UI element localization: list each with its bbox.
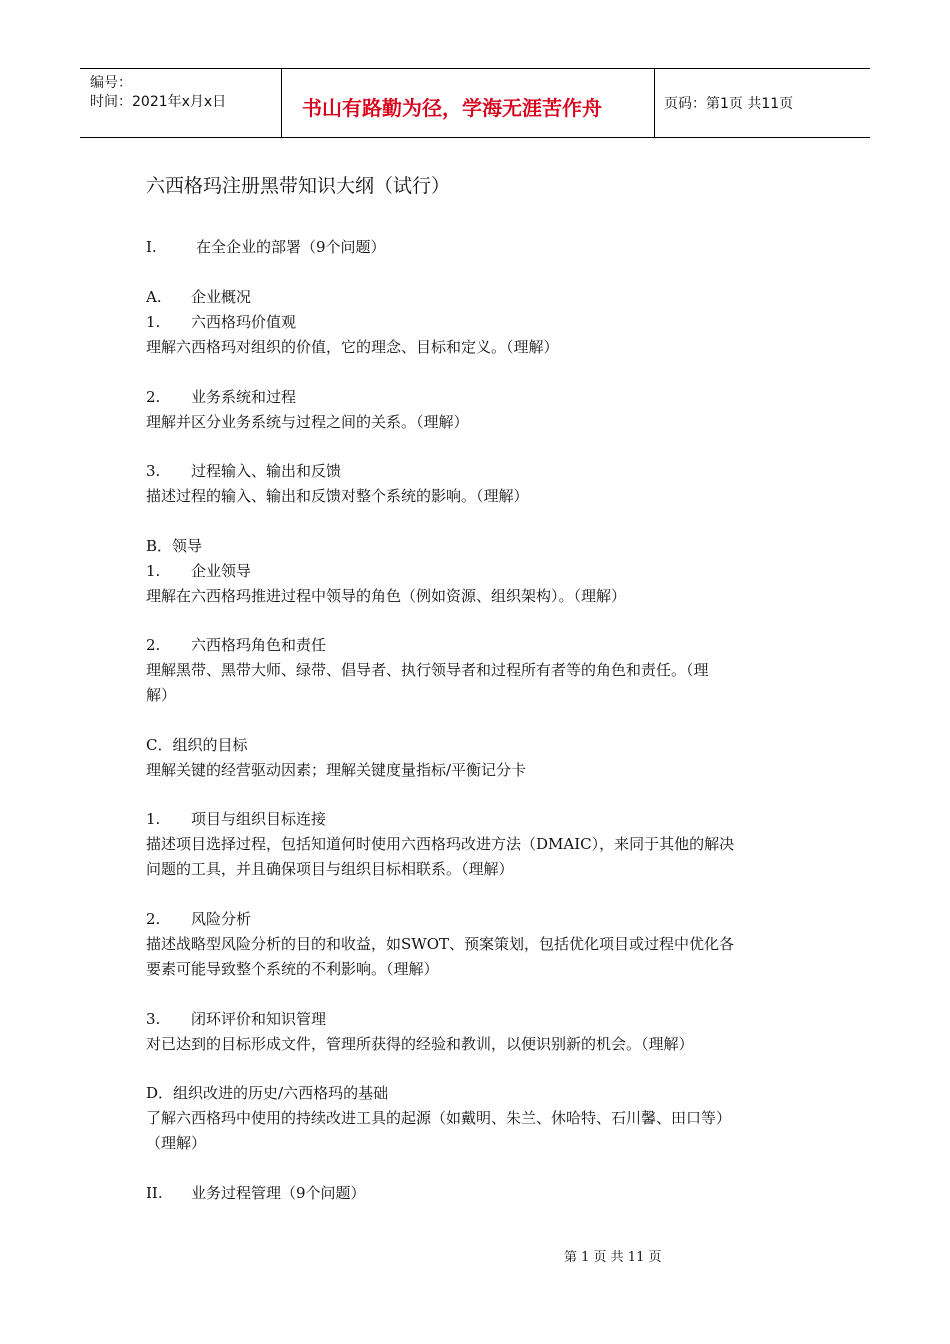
item-heading [146,386,296,407]
motto-text: 书山有路勤为径，学海无涯苦作舟 [302,96,602,120]
section-heading [146,1182,366,1203]
section-text: 业务过程管理（9个问题） [191,1184,366,1202]
item-number: 1. [146,810,161,828]
item-title: 项目与组织目标连接 [191,810,327,828]
part-description: 了解六西格玛中使用的持续改进工具的起源（如戴明、朱兰、休哈特、石川馨、田口等） [146,1109,732,1127]
item-description: 描述战略型风险分析的目的和收益，如SWOT、预案策划，包括优化项目或过程中优化各 [146,935,734,953]
item-heading [146,634,326,655]
item-heading [146,908,251,929]
part-letter: A. [146,288,162,306]
item-title: 风险分析 [191,910,252,928]
part-heading: C．组织的目标 [146,736,248,754]
header-motto-cell [282,69,655,137]
page-footer: 第 1 页 共 11 页 [564,1250,662,1265]
item-description: 描述项目选择过程，包括知道何时使用六西格玛改进方法（DMAIC），来同于其他的解决 [146,835,735,853]
item-title: 企业领导 [191,562,252,580]
document-header [80,68,870,138]
item-number: 2. [146,636,161,654]
section-number: I. [146,238,157,256]
item-heading [146,311,296,332]
part-title: 企业概况 [191,288,252,306]
item-title: 业务系统和过程 [191,388,297,406]
item-description: 理解黑带、黑带大师、绿带、倡导者、执行领导者和过程所有者等的角色和责任。（理 [146,661,709,679]
item-description-cont: 解） [146,686,177,704]
item-number: 1. [146,313,161,331]
item-description: 描述过程的输入、输出和反馈对整个系统的影响。（理解） [146,487,529,505]
date-line: 时间：2021年x月x日 [90,94,227,110]
section-heading [146,236,386,257]
item-number: 2. [146,388,161,406]
item-title: 六西格玛角色和责任 [191,636,327,654]
item-description: 对已达到的目标形成文件，管理所获得的经验和教训，以便识别新的机会。（理解） [146,1035,694,1053]
part-heading: B．领导 [146,537,203,555]
part-heading [146,286,251,307]
item-title: 过程输入、输出和反馈 [191,462,342,480]
item-heading [146,560,251,581]
item-number: 3. [146,462,161,480]
item-title: 六西格玛价值观 [191,313,297,331]
part-heading: D．组织改进的历史/六西格玛的基础 [146,1084,389,1102]
item-number: 2. [146,910,161,928]
item-number: 1. [146,562,161,580]
item-description: 理解在六西格玛推进过程中领导的角色（例如资源、组织架构）。（理解） [146,587,627,605]
item-description-cont: 问题的工具，并且确保项目与组织目标相联系。（理解） [146,860,514,878]
part-intro: 理解关键的经营驱动因素；理解关键度量指标/平衡记分卡 [146,761,527,779]
section-number: II. [146,1184,163,1202]
item-heading [146,460,341,481]
page-info: 页码：第1页 共11页 [664,96,794,112]
item-heading [146,1008,326,1029]
item-number: 3. [146,1010,161,1028]
doc-title: 六西格玛注册黑带知识大纲（试行） [146,175,451,197]
number-label: 编号： [90,75,132,91]
item-heading [146,808,326,829]
part-description-cont: （理解） [146,1134,207,1152]
item-description-cont: 要素可能导致整个系统的不利影响。（理解） [146,960,439,978]
header-info-cell [80,69,282,137]
section-text: 在全企业的部署（9个问题） [196,238,386,256]
item-description: 理解六西格玛对组织的价值，它的理念、目标和定义。（理解） [146,338,559,356]
item-title: 闭环评价和知识管理 [191,1010,327,1028]
item-description: 理解并区分业务系统与过程之间的关系。（理解） [146,413,469,431]
